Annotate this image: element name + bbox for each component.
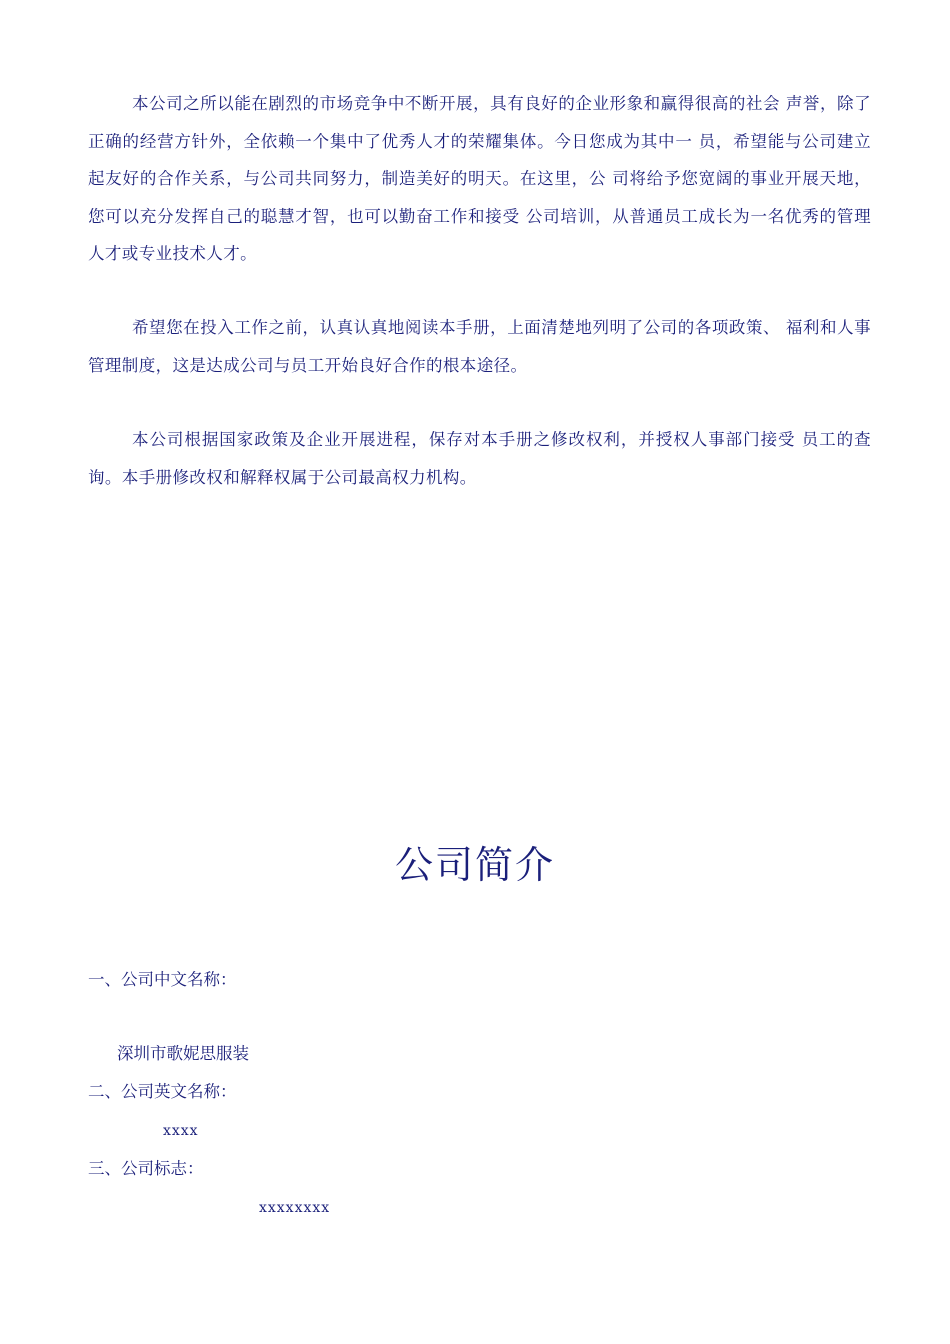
intro-paragraph-3: 本公司根据国家政策及企业开展进程，保存对本手册之修改权利，并授权人事部门接受 员工的查询。本手册修改权和解释权属于公司最高权力机构。 xyxy=(88,430,871,487)
item-label-english-name: 二、公司英文名称： xyxy=(88,1082,237,1101)
item-value-logo: xxxxxxxx xyxy=(259,1200,331,1216)
intro-paragraph-1: 本公司之所以能在剧烈的市场竞争中不断开展，具有良好的企业形象和赢得很高的社会 声誉，除了正确的经营方针外，全依赖一个集中了优秀人才的荣耀集体。今日您成为其中一 员，希望能与公司建立起友好的合作关系，与公司共同努力，制造美好的明天。在这里，公 司将给予您宽阔的事业开展天地，您可以充分发挥自己的聪慧才智，也可以勤奋工作和接受 公司培训，从普通员工成长为一名优秀的管理人才或专业技术人才。 xyxy=(88,94,871,263)
item-value-chinese-name: 深圳市歌妮思服装 xyxy=(117,1044,249,1063)
intro-paragraph-2: 希望您在投入工作之前，认真认真地阅读本手册，上面清楚地列明了公司的各项政策、 福利和人事管理制度，这是达成公司与员工开始良好合作的根本途径。 xyxy=(88,318,871,375)
section-title: 公司简介 xyxy=(394,843,555,887)
item-label-chinese-name: 一、公司中文名称： xyxy=(88,970,237,989)
item-value-english-name: xxxx xyxy=(163,1123,199,1139)
item-label-logo: 三、公司标志： xyxy=(88,1159,204,1178)
